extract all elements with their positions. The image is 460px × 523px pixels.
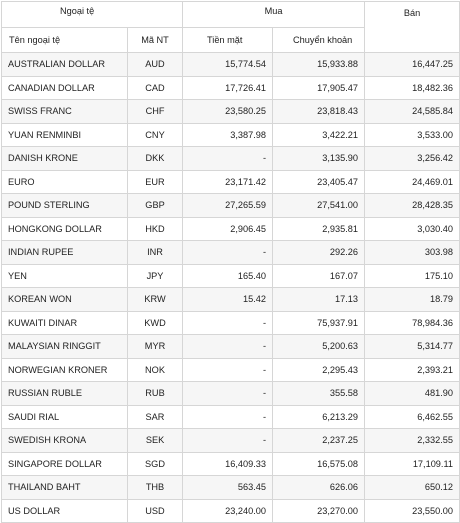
buy-cash-rate: 15,774.54: [183, 53, 273, 77]
sell-rate: 303.98: [365, 241, 460, 265]
currency-code: USD: [128, 499, 183, 523]
table-row: [2, 241, 460, 265]
currency-code: INR: [128, 241, 183, 265]
buy-transfer-rate: 2,295.43: [273, 358, 365, 382]
currency-name: SWISS FRANC: [2, 100, 128, 124]
currency-code: NOK: [128, 358, 183, 382]
buy-transfer-rate: 6,213.29: [273, 405, 365, 429]
currency-code: KWD: [128, 311, 183, 335]
buy-cash-rate: -: [183, 311, 273, 335]
sell-rate: 481.90: [365, 382, 460, 406]
table-row: [2, 147, 460, 171]
table-row: [2, 311, 460, 335]
buy-transfer-rate: 167.07: [273, 264, 365, 288]
sell-rate: 24,585.84: [365, 100, 460, 124]
buy-transfer-rate: 17.13: [273, 288, 365, 312]
buy-cash-rate: -: [183, 241, 273, 265]
table-row: [2, 382, 460, 406]
table-body: [2, 53, 460, 523]
buy-transfer-rate: 3,135.90: [273, 147, 365, 171]
sell-rate: 3,256.42: [365, 147, 460, 171]
sell-rate: 175.10: [365, 264, 460, 288]
currency-code: CNY: [128, 123, 183, 147]
table-row: [2, 335, 460, 359]
currency-name: RUSSIAN RUBLE: [2, 382, 128, 406]
currency-name: EURO: [2, 170, 128, 194]
buy-transfer-rate: 27,541.00: [273, 194, 365, 218]
currency-code: EUR: [128, 170, 183, 194]
buy-cash-rate: -: [183, 429, 273, 453]
buy-transfer-rate: 23,818.43: [273, 100, 365, 124]
sell-rate: 6,462.55: [365, 405, 460, 429]
buy-cash-rate: -: [183, 147, 273, 171]
buy-cash-rate: 23,240.00: [183, 499, 273, 523]
table-row: [2, 53, 460, 77]
buy-cash-rate: 27,265.59: [183, 194, 273, 218]
currency-name: KUWAITI DINAR: [2, 311, 128, 335]
buy-transfer-rate: 17,905.47: [273, 76, 365, 100]
table-row: [2, 217, 460, 241]
table-row: [2, 123, 460, 147]
currency-code: CHF: [128, 100, 183, 124]
currency-code: RUB: [128, 382, 183, 406]
buy-cash-rate: 23,171.42: [183, 170, 273, 194]
currency-name: DANISH KRONE: [2, 147, 128, 171]
buy-transfer-rate: 75,937.91: [273, 311, 365, 335]
buy-transfer-rate: 23,405.47: [273, 170, 365, 194]
sell-rate: 650.12: [365, 476, 460, 500]
buy-transfer-rate: 3,422.21: [273, 123, 365, 147]
currency-code: HKD: [128, 217, 183, 241]
currency-name: SWEDISH KRONA: [2, 429, 128, 453]
currency-code: GBP: [128, 194, 183, 218]
currency-name: KOREAN WON: [2, 288, 128, 312]
currency-code: DKK: [128, 147, 183, 171]
buy-transfer-rate: 626.06: [273, 476, 365, 500]
currency-name: POUND STERLING: [2, 194, 128, 218]
table-row: [2, 358, 460, 382]
table-row: [2, 429, 460, 453]
buy-transfer-rate: 2,237.25: [273, 429, 365, 453]
sell-rate: 18,482.36: [365, 76, 460, 100]
currency-code: JPY: [128, 264, 183, 288]
currency-name: CANADIAN DOLLAR: [2, 76, 128, 100]
table-row: [2, 194, 460, 218]
header-group-row: [2, 2, 460, 28]
table-row: [2, 499, 460, 523]
column-header-code: Mã NT: [128, 28, 183, 53]
column-header-cash: Tiền mặt: [183, 28, 273, 53]
sell-rate: 5,314.77: [365, 335, 460, 359]
currency-name: US DOLLAR: [2, 499, 128, 523]
buy-cash-rate: 17,726.41: [183, 76, 273, 100]
currency-name: SAUDI RIAL: [2, 405, 128, 429]
buy-cash-rate: 563.45: [183, 476, 273, 500]
sell-rate: 23,550.00: [365, 499, 460, 523]
buy-transfer-rate: 23,270.00: [273, 499, 365, 523]
buy-cash-rate: 15.42: [183, 288, 273, 312]
buy-cash-rate: 2,906.45: [183, 217, 273, 241]
table-row: [2, 476, 460, 500]
table-row: [2, 76, 460, 100]
group-currency-header: Ngoại tệ: [2, 2, 183, 28]
sell-rate: 17,109.11: [365, 452, 460, 476]
buy-transfer-rate: 16,575.08: [273, 452, 365, 476]
currency-code: SEK: [128, 429, 183, 453]
sell-rate: 18.79: [365, 288, 460, 312]
column-header-transfer: Chuyển khoản: [273, 28, 365, 53]
table-row: [2, 452, 460, 476]
buy-transfer-rate: 15,933.88: [273, 53, 365, 77]
buy-cash-rate: -: [183, 405, 273, 429]
currency-name: INDIAN RUPEE: [2, 241, 128, 265]
table-header: [2, 2, 460, 53]
currency-code: MYR: [128, 335, 183, 359]
table-row: [2, 405, 460, 429]
currency-code: SGD: [128, 452, 183, 476]
buy-cash-rate: 23,580.25: [183, 100, 273, 124]
buy-transfer-rate: 5,200.63: [273, 335, 365, 359]
buy-transfer-rate: 355.58: [273, 382, 365, 406]
sell-rate: 2,393.21: [365, 358, 460, 382]
buy-cash-rate: -: [183, 335, 273, 359]
currency-name: YEN: [2, 264, 128, 288]
buy-cash-rate: 16,409.33: [183, 452, 273, 476]
currency-name: MALAYSIAN RINGGIT: [2, 335, 128, 359]
currency-code: THB: [128, 476, 183, 500]
table-row: [2, 264, 460, 288]
sell-rate: 24,469.01: [365, 170, 460, 194]
sell-rate: 16,447.25: [365, 53, 460, 77]
currency-name: THAILAND BAHT: [2, 476, 128, 500]
buy-transfer-rate: 2,935.81: [273, 217, 365, 241]
sell-rate: 2,332.55: [365, 429, 460, 453]
group-sell-header: Bán: [365, 2, 460, 53]
currency-code: SAR: [128, 405, 183, 429]
sell-rate: 3,030.40: [365, 217, 460, 241]
sell-rate: 28,428.35: [365, 194, 460, 218]
currency-name: AUSTRALIAN DOLLAR: [2, 53, 128, 77]
currency-name: SINGAPORE DOLLAR: [2, 452, 128, 476]
buy-cash-rate: 165.40: [183, 264, 273, 288]
column-header-name: Tên ngoại tệ: [2, 28, 128, 53]
buy-cash-rate: 3,387.98: [183, 123, 273, 147]
currency-name: HONGKONG DOLLAR: [2, 217, 128, 241]
currency-code: AUD: [128, 53, 183, 77]
currency-code: KRW: [128, 288, 183, 312]
group-buy-header: Mua: [183, 2, 365, 28]
table-row: [2, 100, 460, 124]
currency-name: YUAN RENMINBI: [2, 123, 128, 147]
table-row: [2, 288, 460, 312]
table-row: [2, 170, 460, 194]
sell-rate: 3,533.00: [365, 123, 460, 147]
exchange-rate-table: [1, 1, 460, 523]
buy-cash-rate: -: [183, 358, 273, 382]
sell-rate: 78,984.36: [365, 311, 460, 335]
currency-code: CAD: [128, 76, 183, 100]
buy-transfer-rate: 292.26: [273, 241, 365, 265]
currency-name: NORWEGIAN KRONER: [2, 358, 128, 382]
buy-cash-rate: -: [183, 382, 273, 406]
